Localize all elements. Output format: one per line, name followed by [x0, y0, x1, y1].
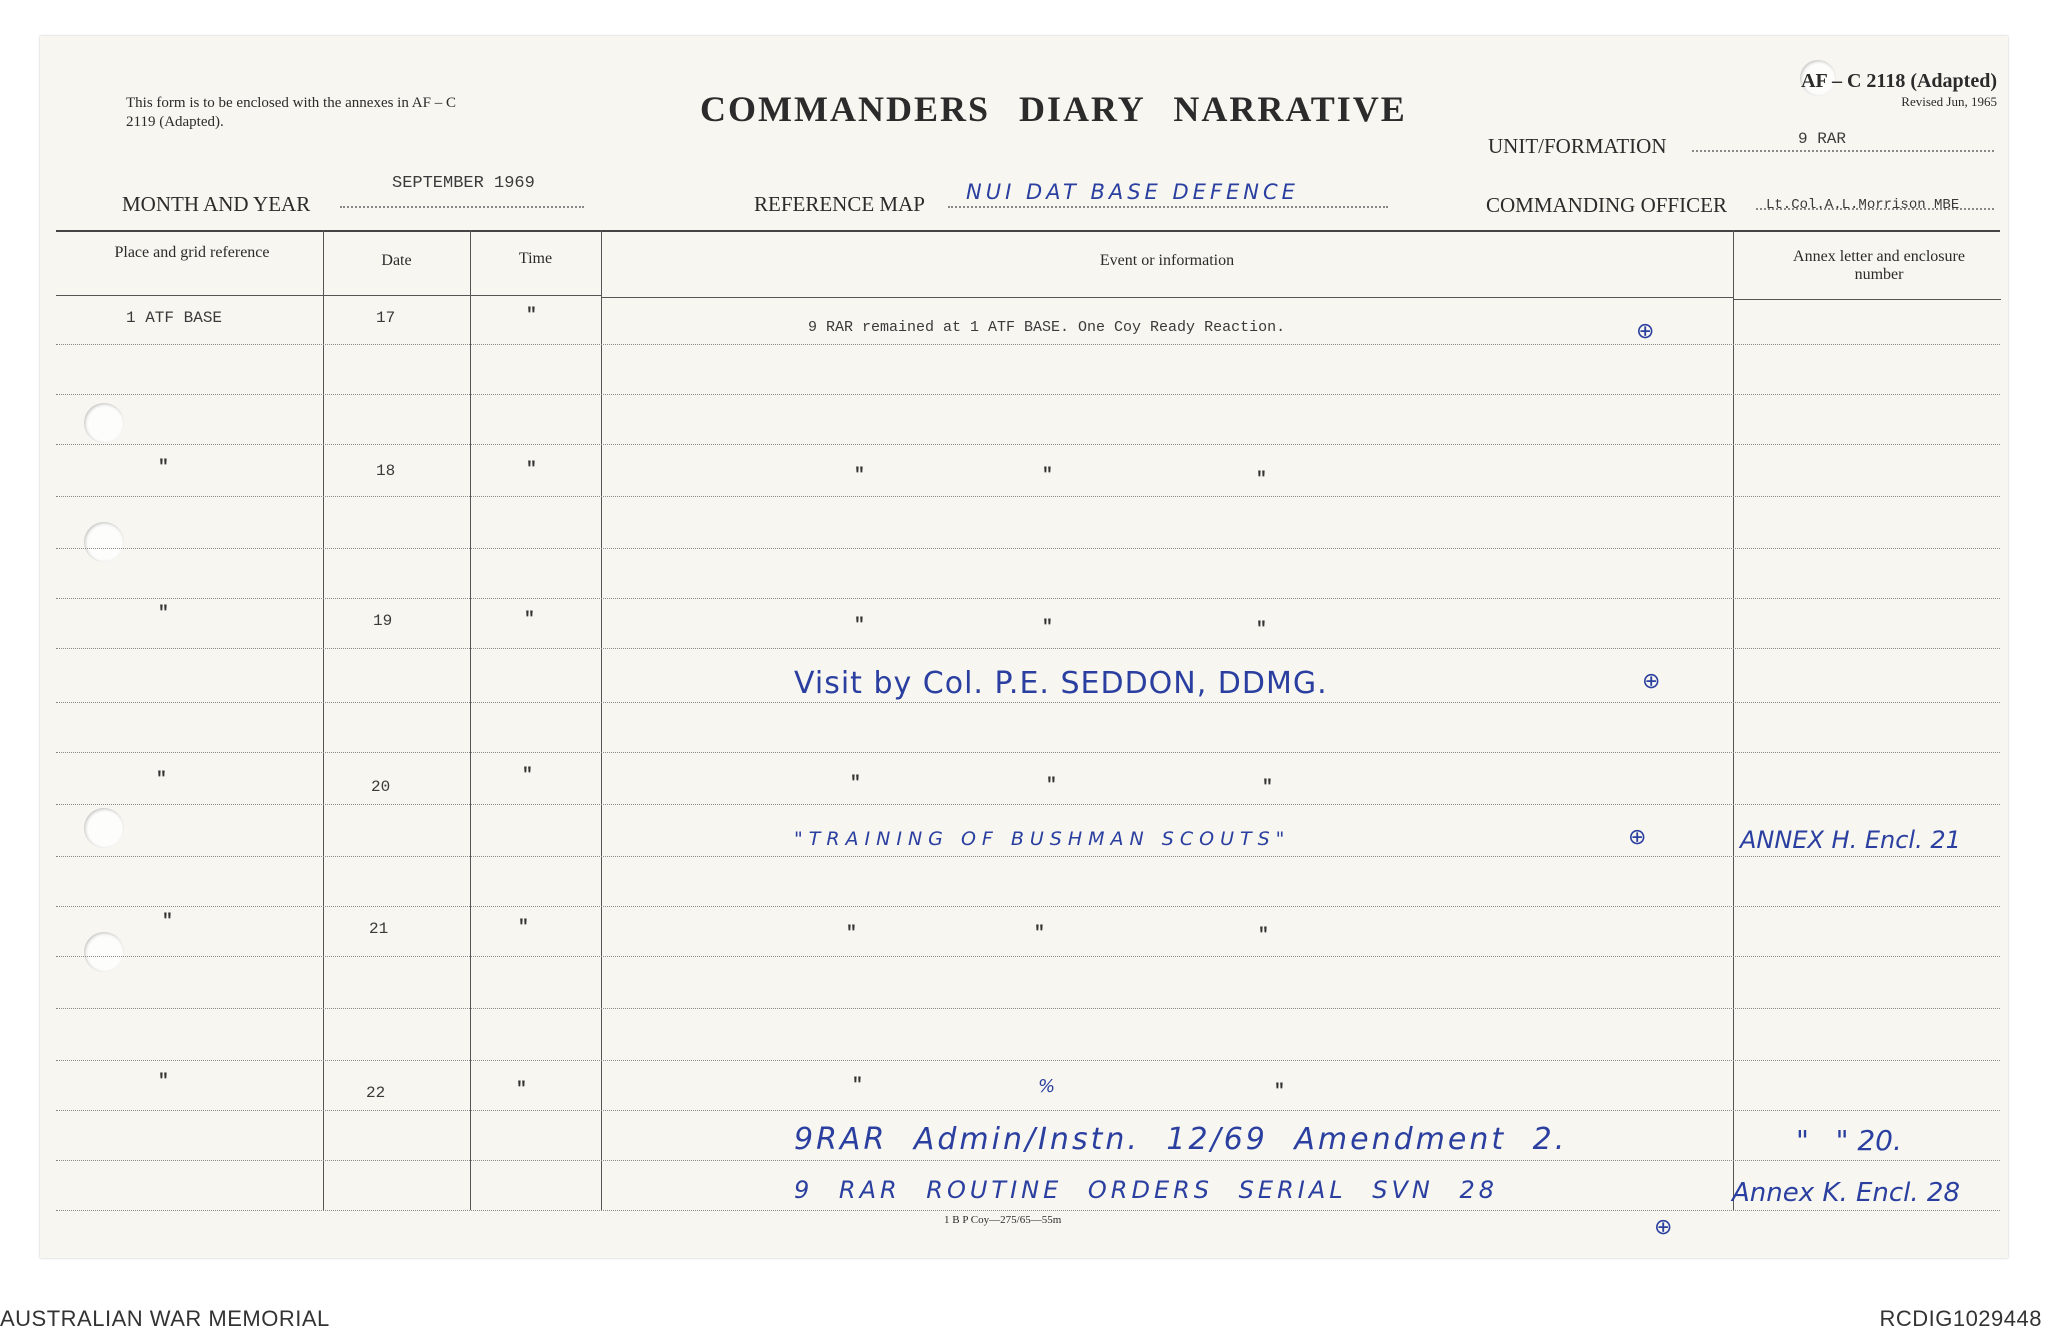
- row-20-annex: ANNEX H. Encl. 21: [1740, 826, 1961, 854]
- row-line: [56, 752, 2000, 753]
- row-line: [56, 804, 2000, 805]
- check-mark-icon: ⊕: [1642, 668, 1661, 693]
- punch-hole: [84, 932, 124, 972]
- enclose-note: This form is to be enclosed with the annexes in AF – C 2119 (Adapted).: [126, 95, 456, 130]
- month-year-label: MONTH AND YEAR: [122, 192, 311, 216]
- unit-formation-label: UNIT/FORMATION: [1488, 134, 1667, 158]
- row-20-place: ": [156, 770, 167, 790]
- col-header-place: Place and grid reference: [114, 244, 270, 261]
- punch-hole: [84, 522, 124, 562]
- col-header-annex: Annex letter and enclosure number: [1793, 248, 1965, 283]
- commanding-officer-value: Lt.Col.A.L.Morrison MBE: [1766, 197, 1960, 213]
- month-year-value: SEPTEMBER 1969: [392, 174, 535, 193]
- row-line: [56, 496, 2000, 497]
- row-20-ditto: ": [1262, 778, 1273, 798]
- row-22-note-2: 9 RAR ROUTINE ORDERS SERIAL SVN 28: [794, 1176, 1499, 1204]
- row-21-ditto: ": [1258, 926, 1269, 946]
- row-20-note: "TRAINING OF BUSHMAN SCOUTS": [794, 828, 1291, 850]
- col-header-time: Time: [518, 250, 553, 267]
- row-line: [56, 394, 2000, 395]
- row-22-note-1: 9RAR Admin/Instn. 12/69 Amendment 2.: [794, 1122, 1568, 1157]
- row-19-ditto: ": [1042, 618, 1053, 638]
- header-underline: [601, 297, 1733, 298]
- row-22-annex-2: Annex K. Encl. 28: [1732, 1178, 1961, 1208]
- row-18-ditto: ": [854, 466, 865, 486]
- row-line: [56, 906, 2000, 907]
- row-20-ditto: ": [850, 774, 861, 794]
- row-22-ditto-pct: %: [1038, 1076, 1056, 1097]
- row-18-ditto: ": [1256, 470, 1267, 490]
- row-19-ditto: ": [1256, 620, 1267, 640]
- row-20-time: ": [522, 766, 533, 786]
- row-line: [56, 1060, 2000, 1061]
- row-19-note: Visit by Col. P.E. SEDDON, DDMG.: [794, 666, 1328, 701]
- row-17-date: 17: [376, 309, 396, 327]
- unit-formation-line: [1692, 150, 1994, 152]
- row-20-date: 20: [371, 778, 391, 796]
- col-divider: [470, 230, 471, 1210]
- col-header-event: Event or information: [1099, 252, 1235, 269]
- row-18-place: ": [158, 458, 169, 478]
- unit-formation-value: 9 RAR: [1798, 130, 1847, 148]
- col-divider: [601, 230, 602, 1210]
- row-22-ditto: ": [852, 1076, 863, 1096]
- row-line: [56, 648, 2000, 649]
- row-18-date: 18: [376, 462, 396, 480]
- row-22-annex-1: " " 20.: [1796, 1124, 1902, 1157]
- footer-record-id: RCDIG1029448: [1879, 1306, 2042, 1331]
- row-17-time: ": [526, 306, 537, 326]
- row-21-date: 21: [369, 920, 389, 938]
- row-line: [56, 344, 2000, 345]
- row-22-place: ": [158, 1072, 169, 1092]
- punch-hole: [84, 403, 124, 443]
- header-underline: [56, 295, 323, 296]
- row-line: [56, 702, 2000, 703]
- table-top-border: [56, 230, 2000, 232]
- row-line: [56, 1008, 2000, 1009]
- printer-imprint: 1 B P Coy—275/65—55m: [944, 1214, 1062, 1226]
- row-17-event: 9 RAR remained at 1 ATF BASE. One Coy Ready Reaction.: [808, 319, 1286, 336]
- row-21-place: ": [162, 912, 173, 932]
- row-22-ditto: ": [1274, 1082, 1285, 1102]
- col-divider: [323, 230, 324, 1210]
- row-line: [56, 1160, 2000, 1161]
- reference-map-line: [948, 206, 1388, 208]
- row-line: [56, 956, 2000, 957]
- diary-form-sheet: [40, 36, 2008, 1258]
- revision-date: Revised Jun, 1965: [1901, 94, 1997, 109]
- form-number: AF – C 2118 (Adapted): [1801, 70, 1997, 92]
- row-22-time: ": [516, 1080, 527, 1100]
- reference-map-value: NUI DAT BASE DEFENCE: [966, 180, 1299, 204]
- check-mark-icon: ⊕: [1636, 318, 1655, 343]
- reference-map-label: REFERENCE MAP: [754, 192, 925, 216]
- header-underline: [470, 295, 601, 296]
- form-title: COMMANDERS DIARY NARRATIVE: [700, 89, 1407, 129]
- month-year-line: [340, 206, 584, 208]
- row-19-date: 19: [373, 612, 393, 630]
- row-line: [56, 856, 2000, 857]
- row-18-time: ": [526, 460, 537, 480]
- row-21-ditto: ": [846, 924, 857, 944]
- row-22-date: 22: [366, 1084, 386, 1102]
- check-mark-icon: ⊕: [1654, 1214, 1673, 1239]
- col-header-date: Date: [381, 252, 412, 269]
- col-divider: [1733, 230, 1734, 1210]
- row-19-place: ": [158, 604, 169, 624]
- row-line: [56, 548, 2000, 549]
- row-21-ditto: ": [1034, 924, 1045, 944]
- row-line: [56, 444, 2000, 445]
- row-17-place: 1 ATF BASE: [126, 309, 223, 327]
- punch-hole: [84, 808, 124, 848]
- row-line: [56, 598, 2000, 599]
- check-mark-icon: ⊕: [1628, 824, 1647, 849]
- header-underline: [1733, 299, 2001, 300]
- row-line: [56, 1110, 2000, 1111]
- header-underline: [323, 295, 470, 296]
- row-21-time: ": [518, 918, 529, 938]
- row-line: [56, 1210, 2000, 1211]
- row-19-ditto: ": [854, 616, 865, 636]
- row-19-time: ": [524, 610, 535, 630]
- row-18-ditto: ": [1042, 466, 1053, 486]
- footer-archive-name: AUSTRALIAN WAR MEMORIAL: [0, 1306, 330, 1331]
- commanding-officer-label: COMMANDING OFFICER: [1486, 193, 1727, 217]
- row-20-ditto: ": [1046, 776, 1057, 796]
